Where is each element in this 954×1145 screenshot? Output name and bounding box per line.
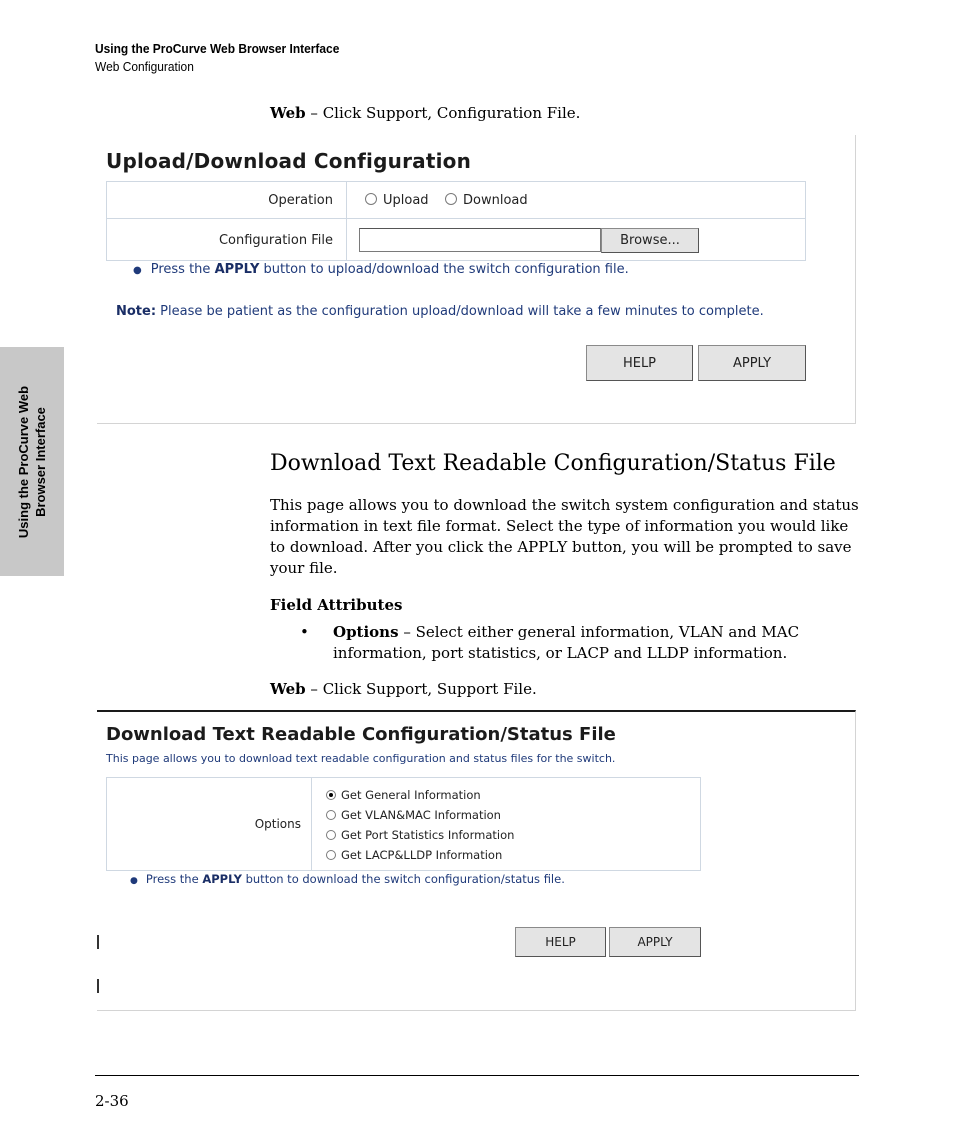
chapter-side-tab <box>0 347 64 576</box>
support-file-title: Download Text Readable Configuration/Status File <box>106 724 616 745</box>
configuration-file-label: Configuration File <box>107 219 347 261</box>
running-header-title: Using the ProCurve Web Browser Interface <box>95 41 340 56</box>
option-general[interactable]: Get General Information <box>326 785 514 805</box>
running-header-subtitle: Web Configuration <box>95 59 194 74</box>
lacp-lldp-radio-icon[interactable] <box>326 850 336 860</box>
support-file-form <box>106 777 701 871</box>
section-heading: Download Text Readable Configuration/Status File <box>270 451 836 476</box>
apply-hint-upload: ● Press the APPLY button to upload/download the switch configuration file. <box>133 262 629 277</box>
configuration-file-input[interactable] <box>359 228 601 252</box>
apply-button-upload[interactable]: APPLY <box>698 345 806 381</box>
page-number: 2-36 <box>95 1092 129 1110</box>
operation-label: Operation <box>107 182 347 218</box>
operation-row <box>107 182 805 219</box>
options-label: Options <box>254 817 301 831</box>
apply-hint-download: ● Press the APPLY button to download the switch configuration/status file. <box>130 872 565 886</box>
vlan-mac-radio-icon[interactable] <box>326 810 336 820</box>
upload-download-title: Upload/Download Configuration <box>106 149 472 173</box>
panel-edge-mark <box>97 935 99 949</box>
upload-option[interactable]: Upload <box>365 193 429 208</box>
support-file-subtitle: This page allows you to download text readable configuration and status files for the switch. <box>106 752 616 765</box>
help-button-upload[interactable]: HELP <box>586 345 693 381</box>
options-attribute-bullet: • Options – Select either general information, VLAN and MAC information, port statistics, or LACP and LLDP information. <box>300 623 800 662</box>
options-radio-group <box>326 785 514 865</box>
instruction-configuration-file: Web – Click Support, Configuration File. <box>270 104 581 122</box>
option-vlan-mac[interactable]: Get VLAN&MAC Information <box>326 805 514 825</box>
chapter-side-tab-label: Using the ProCurve Web Browser Interface <box>16 385 48 538</box>
section-paragraph: This page allows you to download the switch system configuration and status information in text file format. Select the type of information you would like to download. After you click the APPLY button, you will be prompted to save your file. <box>270 496 859 577</box>
option-lacp-lldp[interactable]: Get LACP&LLDP Information <box>326 845 514 865</box>
instruction-support-file: Web – Click Support, Support File. <box>270 680 537 698</box>
configuration-file-row <box>107 219 805 261</box>
option-port-statistics[interactable]: Get Port Statistics Information <box>326 825 514 845</box>
browse-button[interactable]: Browse... <box>601 228 699 253</box>
download-radio-icon[interactable] <box>445 193 457 205</box>
help-button-download[interactable]: HELP <box>515 927 606 957</box>
panel-edge-mark <box>97 979 99 993</box>
footer-rule <box>95 1075 859 1076</box>
apply-button-download[interactable]: APPLY <box>609 927 701 957</box>
port-statistics-radio-icon[interactable] <box>326 830 336 840</box>
upload-radio-icon[interactable] <box>365 193 377 205</box>
field-attributes-heading: Field Attributes <box>270 596 403 614</box>
patience-note: Note: Please be patient as the configuration upload/download will take a few minutes to complete. <box>116 304 764 319</box>
upload-download-form <box>106 181 806 261</box>
general-radio-icon[interactable] <box>326 790 336 800</box>
download-option[interactable]: Download <box>445 193 528 208</box>
